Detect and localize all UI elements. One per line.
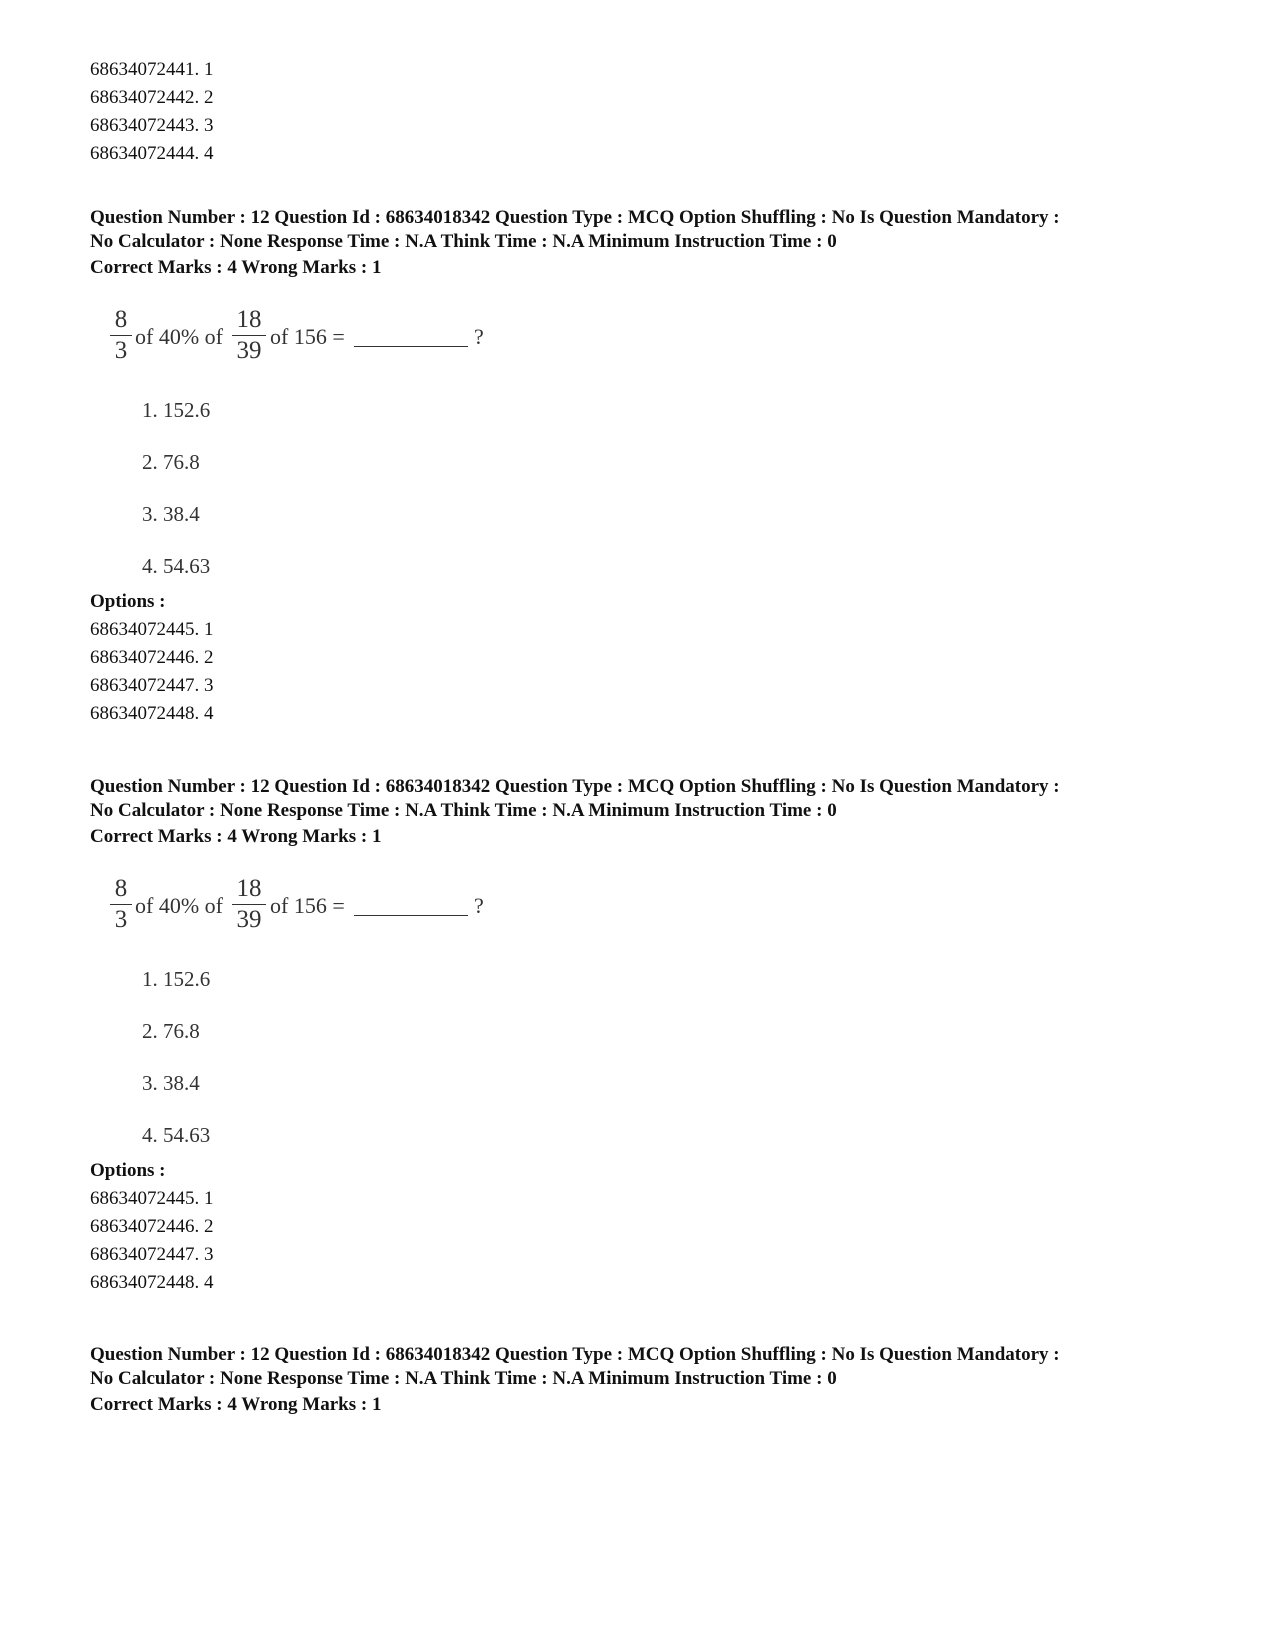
question-meta-line: No Calculator : None Response Time : N.A Think Time : N.A Minimum Instruction Time : 0: [90, 800, 837, 821]
question-meta-line: Question Number : 12 Question Id : 68634018342 Question Type : MCQ Option Shuffling : No Is Question Mandatory :: [90, 1344, 1060, 1365]
question-mark: ?: [474, 324, 484, 349]
answer-choice: 1. 152.6: [142, 398, 211, 422]
question-meta-line: No Calculator : None Response Time : N.A Think Time : N.A Minimum Instruction Time : 0: [90, 231, 837, 252]
answer-choice: 1. 152.6: [142, 967, 211, 991]
expression-text: of 156 =: [270, 893, 345, 918]
answer-choices: [142, 398, 1200, 588]
fraction: [110, 875, 132, 934]
answer-choice: 4. 54.63: [142, 554, 211, 578]
answer-blank: [354, 346, 468, 347]
option-item: 68634072446. 2: [90, 647, 214, 668]
question-marks: Correct Marks : 4 Wrong Marks : 1: [90, 257, 382, 278]
options-list: [90, 1185, 1200, 1297]
fraction: [232, 306, 266, 365]
answer-choice: 2. 76.8: [142, 1019, 200, 1043]
fraction: [110, 306, 132, 365]
fraction-denominator: 39: [236, 337, 262, 364]
option-item: 68634072442. 2: [90, 87, 214, 108]
fraction-denominator: 3: [114, 337, 128, 364]
answer-choice: 4. 54.63: [142, 1123, 211, 1147]
question-expression: [110, 875, 530, 939]
expression-text: of 156 =: [270, 324, 345, 349]
answer-choice: 3. 38.4: [142, 502, 200, 526]
question-block: [90, 775, 1200, 1297]
fraction-numerator: 8: [114, 306, 128, 333]
fraction-numerator: 8: [114, 875, 128, 902]
options-label: Options :: [90, 1160, 166, 1181]
option-item: 68634072445. 1: [90, 1188, 214, 1209]
fraction-bar: [232, 904, 266, 905]
option-item: 68634072448. 4: [90, 703, 214, 724]
answer-choices: [142, 967, 1200, 1157]
question-marks: Correct Marks : 4 Wrong Marks : 1: [90, 826, 382, 847]
options-label: Options :: [90, 591, 166, 612]
fraction-bar: [110, 335, 132, 336]
question-mark: ?: [474, 893, 484, 918]
option-item: 68634072443. 3: [90, 115, 214, 136]
question-marks: Correct Marks : 4 Wrong Marks : 1: [90, 1394, 382, 1415]
fraction-denominator: 3: [114, 906, 128, 933]
question-block: [90, 206, 1200, 728]
fraction-bar: [232, 335, 266, 336]
fraction: [232, 875, 266, 934]
fraction-bar: [110, 904, 132, 905]
fraction-numerator: 18: [236, 306, 262, 333]
question-meta-line: No Calculator : None Response Time : N.A Think Time : N.A Minimum Instruction Time : 0: [90, 1368, 837, 1389]
fraction-numerator: 18: [236, 875, 262, 902]
option-item: 68634072441. 1: [90, 59, 214, 80]
fraction-denominator: 39: [236, 906, 262, 933]
question-expression: [110, 306, 530, 370]
question-meta-line: Question Number : 12 Question Id : 68634018342 Question Type : MCQ Option Shuffling : No Is Question Mandatory :: [90, 207, 1060, 228]
option-item: 68634072447. 3: [90, 675, 214, 696]
answer-choice: 2. 76.8: [142, 450, 200, 474]
question-block: [90, 1343, 1200, 1419]
option-item: 68634072447. 3: [90, 1244, 214, 1265]
option-item: 68634072444. 4: [90, 143, 214, 164]
expression-text: of 40% of: [135, 324, 223, 349]
options-list: [90, 616, 1200, 728]
answer-choice: 3. 38.4: [142, 1071, 200, 1095]
option-item: 68634072445. 1: [90, 619, 214, 640]
option-item: 68634072448. 4: [90, 1272, 214, 1293]
option-item: 68634072446. 2: [90, 1216, 214, 1237]
question-meta-line: Question Number : 12 Question Id : 68634018342 Question Type : MCQ Option Shuffling : No Is Question Mandatory :: [90, 776, 1060, 797]
expression-text: of 40% of: [135, 893, 223, 918]
previous-options-list: [90, 56, 214, 168]
answer-blank: [354, 915, 468, 916]
